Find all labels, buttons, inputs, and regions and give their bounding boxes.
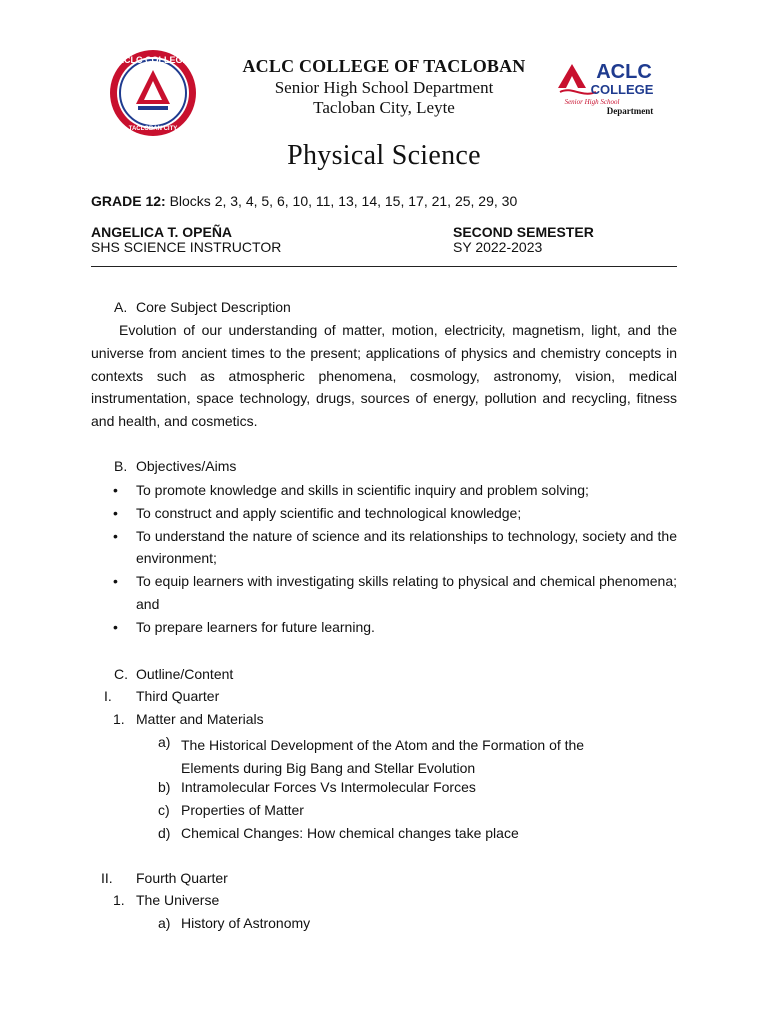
instructor-name: ANGELICA T. OPEÑA bbox=[91, 224, 233, 240]
topic-marker: 1. bbox=[113, 711, 125, 727]
sub-item: History of Astronomy bbox=[181, 915, 311, 931]
list-item: • To equip learners with investigating skills relating to physical and chemical phenomena; and bbox=[91, 570, 677, 616]
section-b-heading: Objectives/Aims bbox=[136, 458, 237, 474]
sub-marker: a) bbox=[158, 734, 171, 750]
sub-item: Chemical Changes: How chemical changes take place bbox=[181, 825, 519, 841]
list-item: • To understand the nature of science and its relationships to technology, society and the environment; bbox=[91, 525, 677, 571]
quarter-marker: I. bbox=[104, 688, 112, 704]
sub-item: Properties of Matter bbox=[181, 802, 304, 818]
seal-subtext: TACLOBAN CITY bbox=[128, 126, 178, 132]
logo-college-text: COLLEGE bbox=[590, 82, 654, 97]
quarter-label: Fourth Quarter bbox=[136, 870, 228, 886]
instructor-role: SHS SCIENCE INSTRUCTOR bbox=[91, 239, 282, 255]
bullet-icon: • bbox=[113, 482, 118, 498]
section-b-marker: B. bbox=[114, 458, 128, 474]
objectives-list bbox=[91, 479, 677, 639]
header-divider bbox=[91, 266, 677, 267]
grade-label: GRADE 12: bbox=[91, 193, 166, 209]
bullet-icon: • bbox=[113, 573, 118, 590]
sub-item: The Historical Development of the Atom and the Formation of the Elements during Big Bang and Stellar Evolution bbox=[181, 737, 585, 776]
logo-aclc-text: ACLC bbox=[596, 61, 652, 83]
core-subject-description bbox=[91, 319, 677, 433]
sub-marker: d) bbox=[158, 825, 171, 841]
grade-line bbox=[91, 193, 517, 209]
logo-department-text: Department bbox=[606, 106, 654, 116]
seal-text: ACLC COLLEGE bbox=[117, 55, 189, 65]
section-c-heading: Outline/Content bbox=[136, 666, 234, 682]
description-paragraph: Evolution of our understanding of matter, motion, electricity, magnetism, light, and the universe from ancient times to the present; applications of physics and chemistry concepts in contexts such as atmospheric phenomena, cosmology, astronomy, vision, medical instrumentation, space technology, drugs, sources of energy, pollution and recycling, fitness and health, and cosmetics. bbox=[91, 322, 677, 430]
list-item: • To promote knowledge and skills in scientific inquiry and problem solving; bbox=[91, 479, 677, 502]
sub-marker: b) bbox=[158, 779, 171, 795]
topic-label: Matter and Materials bbox=[136, 711, 264, 727]
sub-item: Intramolecular Forces Vs Intermolecular Forces bbox=[181, 779, 476, 795]
section-a-heading: Core Subject Description bbox=[136, 299, 291, 315]
section-a-marker: A. bbox=[114, 299, 128, 315]
list-item: • To prepare learners for future learning. bbox=[91, 616, 677, 639]
bullet-icon: • bbox=[113, 504, 118, 521]
grade-blocks: Blocks 2, 3, 4, 5, 6, 10, 11, 13, 14, 15, 17, 21, 25, 29, 30 bbox=[165, 193, 518, 209]
sub-marker: a) bbox=[158, 915, 171, 931]
topic-label: The Universe bbox=[136, 892, 220, 908]
semester: SECOND SEMESTER bbox=[453, 224, 594, 240]
department-name: Senior High School Department bbox=[274, 78, 494, 97]
college-name: ACLC COLLEGE OF TACLOBAN bbox=[242, 56, 526, 76]
quarter-label: Third Quarter bbox=[136, 688, 220, 704]
college-location: Tacloban City, Leyte bbox=[313, 98, 455, 117]
page-title: Physical Science bbox=[287, 140, 481, 171]
sub-marker: c) bbox=[158, 802, 170, 818]
bullet-icon: • bbox=[113, 618, 118, 635]
topic-marker: 1. bbox=[113, 892, 125, 908]
section-c-marker: C. bbox=[114, 666, 128, 682]
logo-shs-text: Senior High School bbox=[564, 98, 620, 106]
bullet-icon: • bbox=[113, 527, 118, 544]
quarter-marker: II. bbox=[101, 870, 113, 886]
list-item: • To construct and apply scientific and technological knowledge; bbox=[91, 502, 677, 525]
school-year: SY 2022-2023 bbox=[453, 239, 543, 255]
